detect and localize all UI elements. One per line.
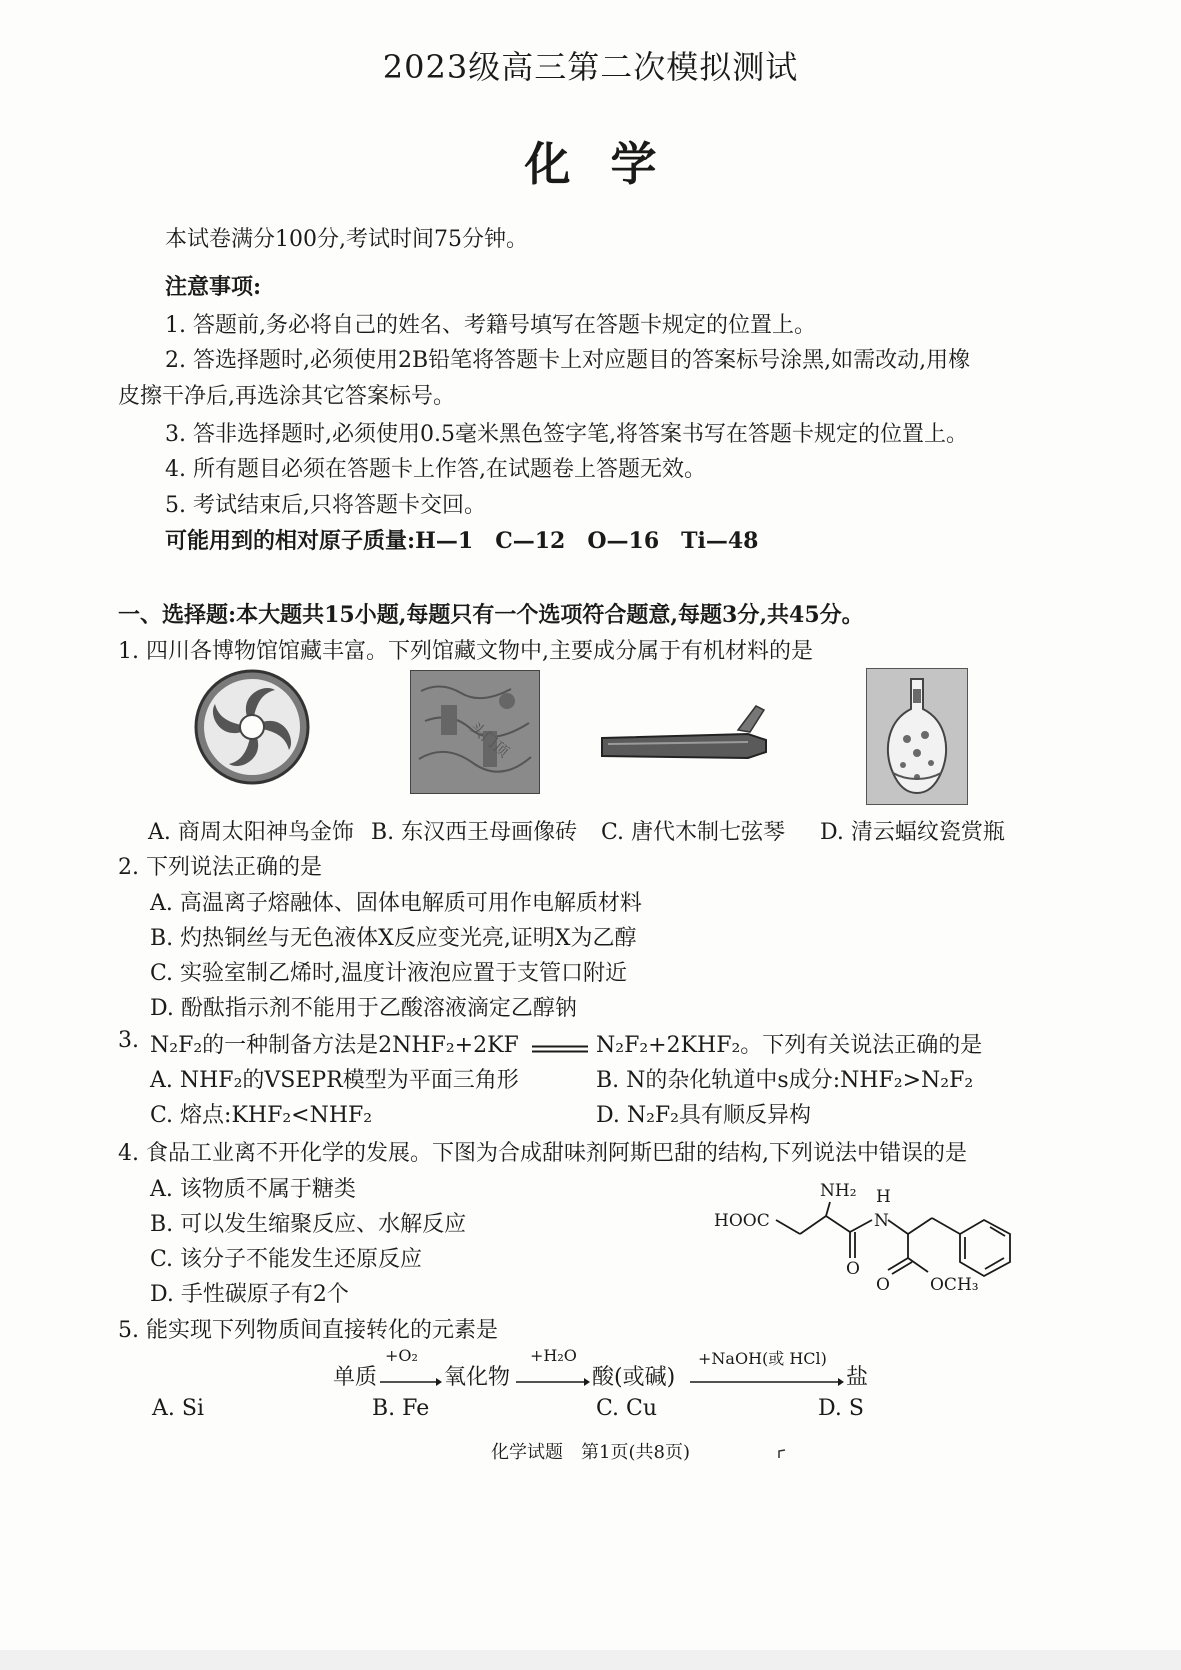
arrow-h2o-icon bbox=[516, 1372, 590, 1382]
q4-stem: 4. 食品工业离不开化学的发展。下图为合成甜味剂阿斯巴甜的结构,下列说法中错误的是 bbox=[118, 1141, 967, 1166]
han-brick-image bbox=[410, 670, 540, 794]
note-2: 2. 答选择题时,必须使用2B铅笔将答题卡上对应题目的答案标号涂黑,如需改动,用橡 bbox=[165, 348, 971, 373]
atomic-masses: 可能用到的相对原子质量:H—1 C—12 O—16 Ti—48 bbox=[165, 528, 759, 554]
q5-option-b: B. Fe bbox=[372, 1396, 430, 1421]
q3-stem-part2: N₂F₂+2KHF₂。下列有关说法正确的是 bbox=[596, 1033, 983, 1058]
stray-mark bbox=[778, 1444, 786, 1454]
h-label: H bbox=[876, 1187, 891, 1207]
q3-option-d: D. N₂F₂具有顺反异构 bbox=[596, 1103, 811, 1128]
subject-title: 化学 bbox=[524, 137, 697, 191]
q1-option-b: B. 东汉西王母画像砖 bbox=[371, 820, 578, 845]
chain-element: 单质 bbox=[333, 1365, 378, 1390]
porcelain-vase-image bbox=[866, 668, 968, 805]
q3-option-b: B. N的杂化轨道中s成分:NHF₂>N₂F₂ bbox=[596, 1068, 974, 1093]
q4-option-d: D. 手性碳原子有2个 bbox=[150, 1282, 349, 1307]
nh2-label: NH₂ bbox=[820, 1181, 857, 1201]
note-4: 4. 所有题目必须在答题卡上作答,在试题卷上答题无效。 bbox=[165, 457, 706, 482]
q3-option-a: A. NHF₂的VSEPR模型为平面三角形 bbox=[150, 1068, 519, 1093]
arrow-naoh-icon bbox=[690, 1372, 844, 1382]
chain-salt: 盐 bbox=[846, 1365, 869, 1390]
arrow-label-o2: +O₂ bbox=[385, 1346, 418, 1365]
arrow-label-h2o: +H₂O bbox=[530, 1346, 577, 1365]
q2-option-d: D. 酚酞指示剂不能用于乙酸溶液滴定乙醇钠 bbox=[150, 996, 577, 1021]
chain-acid-base: 酸(或碱) bbox=[592, 1365, 676, 1390]
q1-option-a: A. 商周太阳神鸟金饰 bbox=[148, 820, 354, 845]
q2-option-a: A. 高温离子熔融体、固体电解质可用作电解质材料 bbox=[150, 891, 642, 916]
section1-heading: 一、选择题:本大题共15小题,每题只有一个选项符合题意,每题3分,共45分。 bbox=[118, 602, 864, 628]
n-label: N bbox=[874, 1211, 889, 1231]
q1-option-d: D. 清云蝠纹瓷赏瓶 bbox=[820, 820, 1005, 845]
page-footer: 化学试题 第1页(共8页) bbox=[491, 1442, 690, 1463]
q2-option-c: C. 实验室制乙烯时,温度计液泡应置于支管口附近 bbox=[150, 961, 628, 986]
q1-option-c: C. 唐代木制七弦琴 bbox=[601, 820, 786, 845]
q3-stem-part1: N₂F₂的一种制备方法是2NHF₂+2KF bbox=[150, 1033, 519, 1058]
q5-option-a: A. Si bbox=[152, 1396, 204, 1421]
q4-option-c: C. 该分子不能发生还原反应 bbox=[150, 1247, 423, 1272]
note-2-continued: 皮擦干净后,再选涂其它答案标号。 bbox=[118, 384, 455, 409]
q4-option-b: B. 可以发生缩聚反应、水解反应 bbox=[150, 1212, 467, 1237]
aspartame-structure bbox=[712, 1172, 1042, 1302]
note-3: 3. 答非选择题时,必须使用0.5毫米黑色签字笔,将答案书写在答题卡规定的位置上。 bbox=[165, 422, 968, 447]
q5-option-d: D. S bbox=[818, 1396, 864, 1421]
wooden-qin-image bbox=[598, 700, 773, 770]
q3-number: 3. bbox=[118, 1028, 139, 1053]
o-label-amide: O bbox=[846, 1259, 860, 1279]
o-label-ester: O bbox=[876, 1275, 890, 1295]
q2-option-b: B. 灼热铜丝与无色液体X反应变光亮,证明X为乙醇 bbox=[150, 926, 637, 951]
q2-stem: 2. 下列说法正确的是 bbox=[118, 855, 322, 880]
hooc-label: HOOC bbox=[714, 1211, 770, 1231]
q3-reaction-equals bbox=[532, 1038, 588, 1046]
golden-sun-bird-image bbox=[193, 668, 311, 786]
q5-option-c: C. Cu bbox=[596, 1396, 658, 1421]
q3-option-c: C. 熔点:KHF₂<NHF₂ bbox=[150, 1103, 373, 1128]
q5-stem: 5. 能实现下列物质间直接转化的元素是 bbox=[118, 1318, 498, 1343]
q4-option-a: A. 该物质不属于糖类 bbox=[150, 1177, 356, 1202]
note-5: 5. 考试结束后,只将答题卡交回。 bbox=[165, 493, 486, 518]
arrow-o2-icon bbox=[380, 1372, 442, 1382]
exam-title: 2023级高三第二次模拟测试 bbox=[382, 48, 799, 86]
bottom-scan-border bbox=[0, 1650, 1181, 1670]
notes-heading: 注意事项: bbox=[165, 274, 262, 300]
brick-watermark-text: 头门顶 bbox=[466, 718, 513, 761]
arrow-label-naoh: +NaOH(或 HCl) bbox=[698, 1349, 827, 1368]
chain-oxide: 氧化物 bbox=[444, 1365, 511, 1390]
note-1: 1. 答题前,务必将自己的姓名、考籍号填写在答题卡规定的位置上。 bbox=[165, 313, 816, 338]
score-time-text: 本试卷满分100分,考试时间75分钟。 bbox=[165, 227, 528, 252]
q1-stem: 1. 四川各博物馆馆藏丰富。下列馆藏文物中,主要成分属于有机材料的是 bbox=[118, 639, 813, 664]
och3-label: OCH₃ bbox=[930, 1275, 979, 1295]
